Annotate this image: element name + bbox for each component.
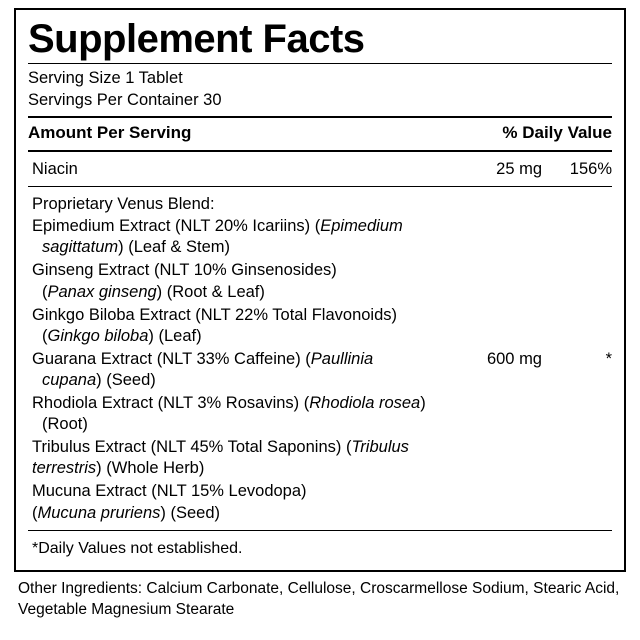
serving-size: Serving Size 1 Tablet	[28, 69, 183, 88]
list-item	[32, 481, 446, 523]
ingredient-line-2: terrestris) (Whole Herb)	[32, 459, 205, 478]
divider-under-niacin	[28, 186, 612, 187]
list-item	[32, 437, 446, 479]
divider-above-footnote	[28, 530, 612, 531]
blend-ingredient-list	[28, 194, 446, 526]
ingredient-line-2: sagittatum) (Leaf & Stem)	[42, 238, 230, 257]
blend-amount: 600 mg	[486, 350, 542, 369]
divider-under-header	[28, 150, 612, 152]
other-ingredients: Other Ingredients: Calcium Carbonate, Cellulose, Croscarmellose Sodium, Stearic Acid, Vegetable Magnesium Stearate	[18, 579, 620, 618]
ingredient-line-1: Tribulus Extract (NLT 45% Total Saponins) (Tribulus	[32, 438, 409, 457]
blend-title: Proprietary Venus Blend:	[32, 195, 215, 214]
amount-per-serving-label: Amount Per Serving	[28, 123, 192, 143]
ingredient-line-1: Guarana Extract (NLT 33% Caffeine) (Paullinia	[32, 349, 374, 368]
list-item	[32, 349, 446, 391]
proprietary-blend-row	[28, 191, 612, 528]
list-item	[32, 305, 446, 347]
ingredient-line-2: (Ginkgo biloba) (Leaf)	[42, 326, 202, 345]
list-item	[32, 216, 446, 258]
ingredient-line-2: (Root)	[42, 415, 88, 434]
nutrient-daily-value: 156%	[569, 160, 612, 179]
supplement-facts-panel	[14, 8, 626, 572]
nutrient-amount: 25 mg	[496, 160, 542, 179]
blend-daily-value: *	[605, 350, 612, 369]
divider-above-header	[28, 116, 612, 118]
list-item	[32, 260, 446, 302]
ingredient-line-1: Ginkgo Biloba Extract (NLT 22% Total Flavonoids)	[32, 305, 398, 324]
table-header-row	[28, 122, 612, 146]
table-row	[28, 156, 612, 184]
daily-value-footnote: *Daily Values not established.	[32, 539, 243, 557]
ingredient-line-1: Epimedium Extract (NLT 20% Icariins) (Epimedium	[32, 217, 403, 236]
ingredient-line-1: Ginseng Extract (NLT 10% Ginsenosides)	[32, 261, 337, 280]
daily-value-label: % Daily Value	[502, 123, 612, 143]
page-title: Supplement Facts	[28, 17, 365, 61]
list-item	[32, 393, 446, 435]
servings-per-container: Servings Per Container 30	[28, 91, 222, 110]
ingredient-line-2: (Mucuna pruriens) (Seed)	[32, 503, 221, 522]
ingredient-line-2: (Panax ginseng) (Root & Leaf)	[42, 282, 265, 301]
divider-under-title	[28, 63, 612, 64]
ingredient-line-1: Mucuna Extract (NLT 15% Levodopa)	[32, 482, 307, 501]
ingredient-line-1: Rhodiola Extract (NLT 3% Rosavins) (Rhodiola rosea)	[32, 394, 426, 413]
nutrient-name: Niacin	[32, 160, 78, 179]
ingredient-line-2: cupana) (Seed)	[42, 370, 156, 389]
